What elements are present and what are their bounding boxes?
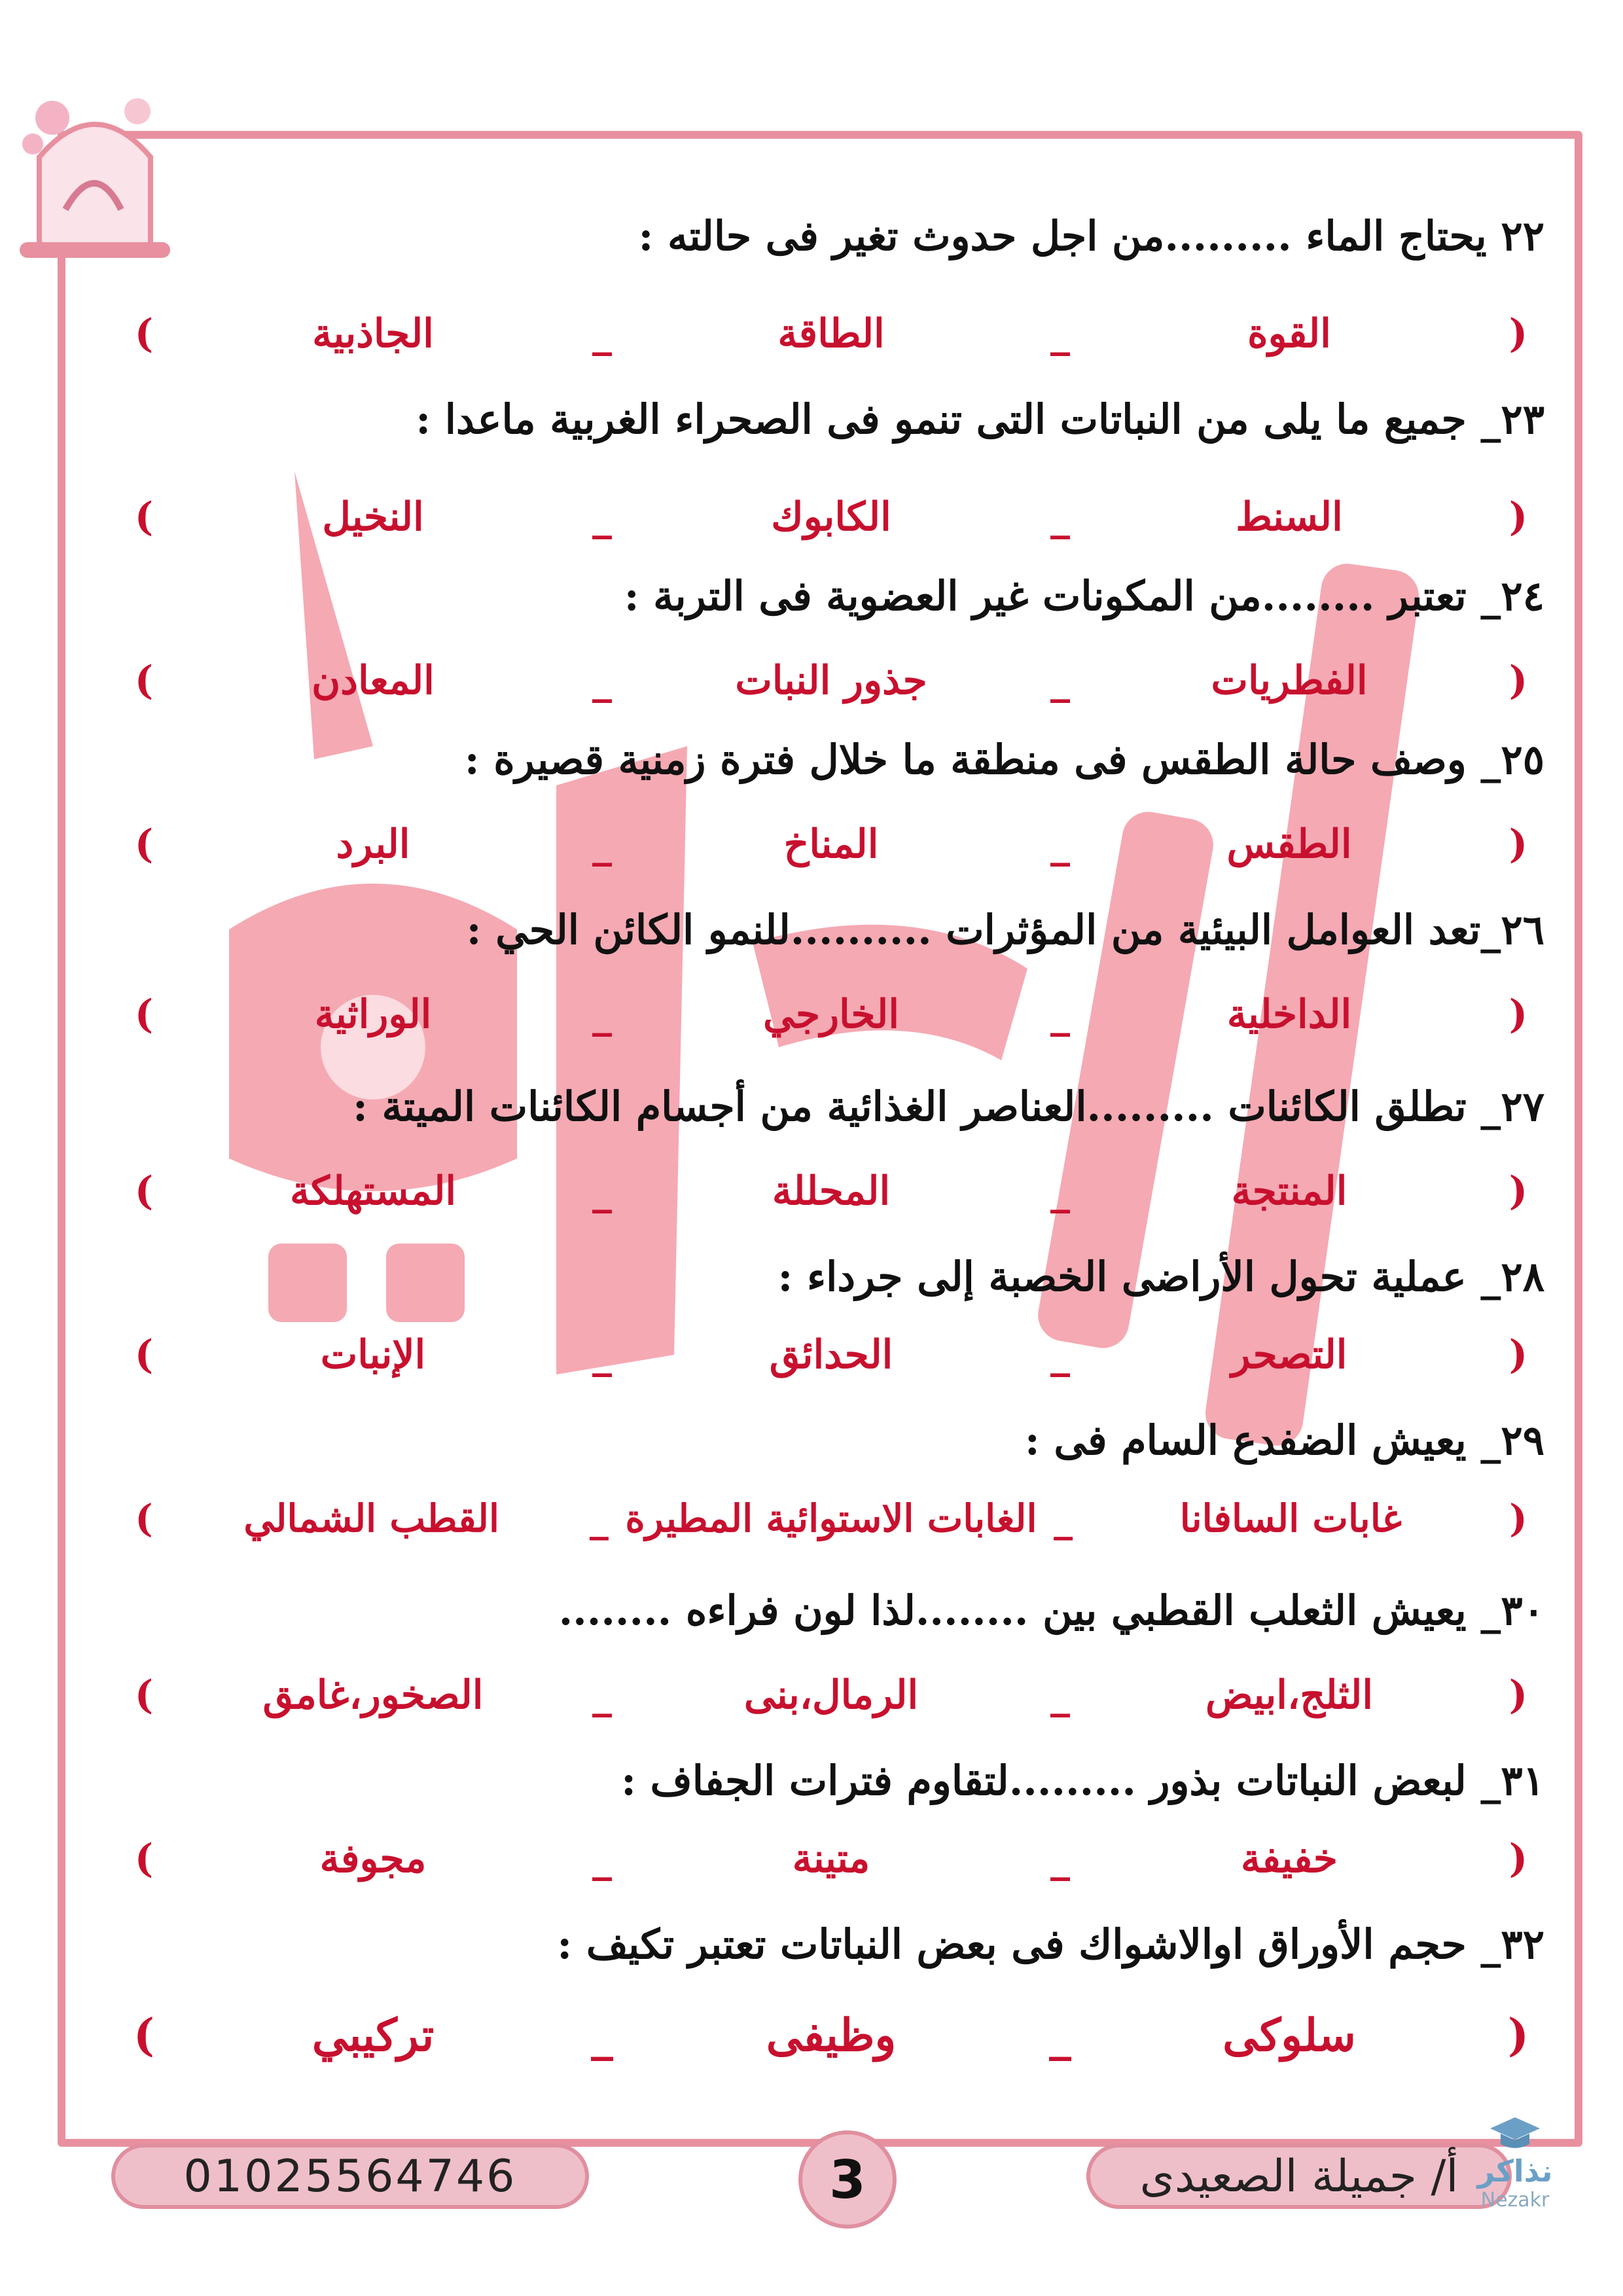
page-number: 3 (798, 2130, 897, 2229)
paren-close: ) (134, 992, 154, 1037)
options-22 (118, 295, 1544, 373)
separator: _ (1050, 1332, 1070, 1378)
separator: _ (1049, 2009, 1071, 2062)
option: التصحر (1231, 1332, 1347, 1378)
separator: _ (592, 311, 612, 357)
option: سلوكى (1222, 2009, 1356, 2062)
question-24: ٢٤_ تعتبر ........من المكونات غير العضوية فى التربة : (624, 571, 1544, 620)
option: القطب الشمالي (243, 1496, 499, 1541)
option: النخيل (322, 494, 424, 540)
option: الرمال،بنى (743, 1672, 919, 1718)
separator: _ (591, 2009, 613, 2062)
phone-number: 01025564746 (111, 2144, 589, 2209)
separator: _ (1050, 1836, 1070, 1882)
separator: _ (589, 1496, 609, 1541)
option: الثلج،ابيض (1205, 1672, 1373, 1718)
option: الطقس (1226, 821, 1352, 867)
option: الحدائق (769, 1332, 893, 1378)
options-32 (118, 1996, 1544, 2075)
question-28: ٢٨_ عملية تحول الأراضى الخصبة إلى جرداء : (777, 1252, 1544, 1300)
teacher-name: أ/ جميلة الصعيدى (1086, 2144, 1512, 2209)
option: المحللة (772, 1168, 891, 1214)
option: خفيفة (1240, 1836, 1338, 1882)
question-22: ٢٢ يحتاج الماء .........من اجل حدوث تغير فى حالته : (638, 211, 1544, 260)
paren-close: ) (134, 1836, 154, 1882)
option: الغابات الاستوائية المطيرة (625, 1496, 1037, 1541)
question-32: ٣٢_ حجم الأوراق اوالاشواك فى بعض النباتات تعتبر تكيف : (557, 1920, 1544, 1968)
option: المنتجة (1231, 1168, 1347, 1214)
paren-open: ( (1509, 1496, 1527, 1541)
separator: _ (1050, 992, 1070, 1037)
paren-close: ) (134, 1332, 154, 1378)
option: البرد (336, 821, 410, 867)
separator: _ (1050, 821, 1070, 867)
separator: _ (1050, 494, 1070, 540)
option: المستهلكة (289, 1168, 457, 1214)
separator: _ (592, 1332, 612, 1378)
paren-open: ( (1508, 992, 1528, 1037)
paren-close: ) (134, 821, 154, 867)
question-30: ٣٠_ يعيش الثعلب القطبي بين ........لذا لون فراءه ........ (558, 1586, 1544, 1634)
separator: _ (592, 1168, 612, 1214)
option: جذور النبات (735, 658, 927, 704)
paren-close: ) (134, 494, 154, 540)
paren-close: ) (135, 1496, 153, 1541)
footer (85, 2130, 1564, 2229)
separator: _ (1050, 311, 1070, 357)
option: المناخ (783, 821, 879, 867)
option: تركيبي (312, 2009, 435, 2062)
options-30 (118, 1656, 1544, 1734)
separator: _ (592, 1672, 612, 1718)
paren-close: ) (133, 2009, 155, 2062)
option: غابات السافانا (1179, 1496, 1402, 1541)
separator: _ (1050, 658, 1070, 704)
paren-close: ) (134, 658, 154, 704)
separator: _ (592, 658, 612, 704)
options-27 (118, 1152, 1544, 1230)
paren-open: ( (1508, 1672, 1528, 1718)
option: الداخلية (1226, 992, 1352, 1037)
option: مجوفة (319, 1836, 427, 1882)
option: الجاذبية (312, 311, 434, 357)
option: الإنبات (320, 1332, 426, 1378)
paren-open: ( (1508, 1168, 1528, 1214)
question-29: ٢٩_ يعيش الضفدع السام فى : (1024, 1416, 1544, 1464)
paren-open: ( (1508, 311, 1528, 357)
options-24 (118, 641, 1544, 720)
paren-open: ( (1508, 1836, 1528, 1882)
paren-open: ( (1507, 2009, 1529, 2062)
separator: _ (592, 821, 612, 867)
question-list (118, 190, 1544, 2101)
separator: _ (1050, 1672, 1070, 1718)
options-28 (118, 1316, 1544, 1394)
option: المعادن (312, 658, 435, 704)
options-25 (118, 805, 1544, 884)
option: الصخور،غامق (262, 1672, 484, 1718)
options-31 (118, 1820, 1544, 1898)
brand-logo (1440, 2108, 1590, 2212)
option: متينة (792, 1836, 870, 1882)
separator: _ (1054, 1496, 1073, 1541)
paren-close: ) (134, 1672, 154, 1718)
paren-open: ( (1508, 658, 1528, 704)
paren-open: ( (1508, 1332, 1528, 1378)
question-23: ٢٣_ جميع ما يلى من النباتات التى تنمو فى الصحراء الغربية ماعدا : (416, 395, 1544, 443)
paren-close: ) (134, 311, 154, 357)
option: وظيفى (766, 2009, 897, 2062)
question-31: ٣١_ لبعض النباتات بذور .........لتقاوم فترات الجفاف : (621, 1756, 1544, 1804)
question-27: ٢٧_ تطلق الكائنات .........العناصر الغذائية من أجسام الكائنات الميتة : (353, 1082, 1544, 1130)
paren-open: ( (1508, 494, 1528, 540)
separator: _ (1050, 1168, 1070, 1214)
brand-latin: Nezakr (1480, 2189, 1550, 2212)
graduation-cap-icon (1489, 2114, 1541, 2153)
option: الخارجي (762, 992, 900, 1037)
options-23 (118, 478, 1544, 556)
option: الفطريات (1211, 658, 1368, 704)
separator: _ (592, 494, 612, 540)
option: الوراثية (314, 992, 432, 1037)
question-26: ٢٦_تعد العوامل البيئية من المؤثرات ..........للنمو الكائن الحي : (466, 905, 1544, 954)
question-25: ٢٥_ وصف حالة الطقس فى منطقة ما خلال فترة زمنية قصيرة : (464, 735, 1544, 783)
separator: _ (592, 1836, 612, 1882)
options-29 (118, 1479, 1544, 1558)
option: الكابوك (771, 494, 891, 540)
option: السنط (1236, 494, 1343, 540)
options-26 (118, 975, 1544, 1054)
paren-close: ) (134, 1168, 154, 1214)
option: القوة (1247, 311, 1331, 357)
separator: _ (592, 992, 612, 1037)
paren-open: ( (1508, 821, 1528, 867)
brand-arabic: نذاكر (1477, 2153, 1553, 2189)
option: الطاقة (777, 311, 885, 357)
